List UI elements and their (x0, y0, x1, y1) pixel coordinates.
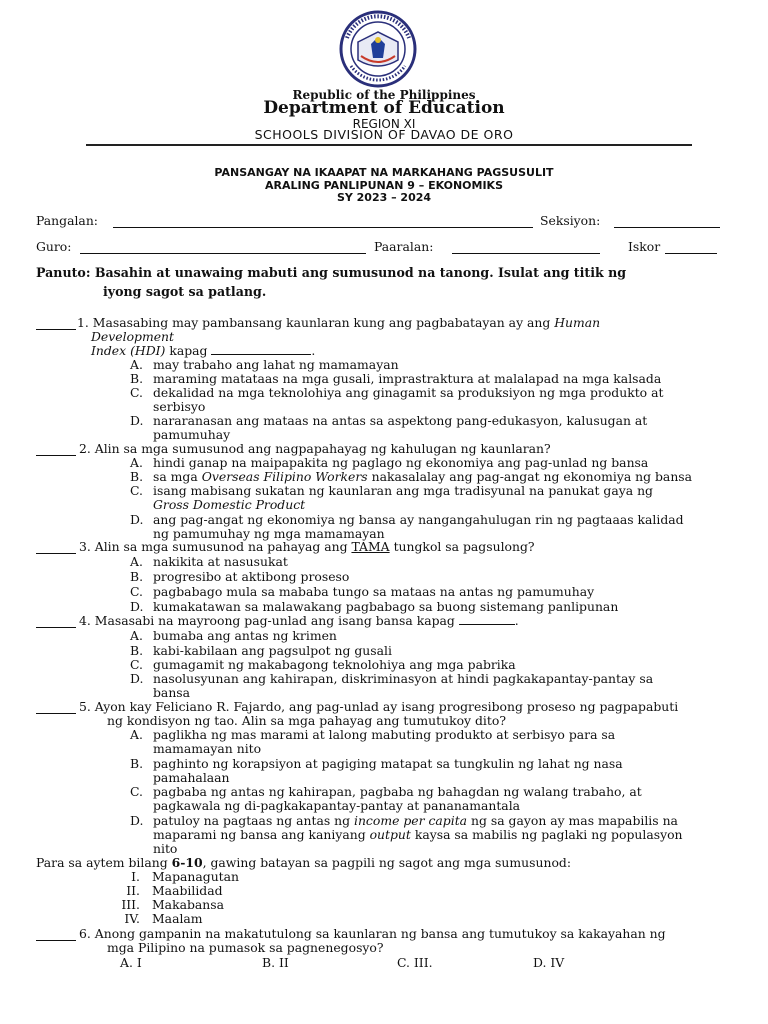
department-text: Department of Education (263, 98, 505, 118)
q5-option-d-line3: nito (153, 841, 178, 856)
instructions-line1: Panuto: Basahin at unawaing mabuti ang sumusunod na tanong. Isulat ang titik ng (36, 265, 627, 280)
q2-letter-a: A. (130, 455, 143, 470)
q1-option-c-line2: serbisyo (153, 399, 206, 414)
q1-option-d-line2: pamumuhay (153, 427, 231, 442)
q2-letter-c: C. (130, 483, 143, 498)
q5-option-b-line2: pamahalaan (153, 770, 230, 785)
q3-option-c: pagbabago mula sa mababa tungo sa mataas na antas ng pamumuhay (153, 584, 595, 599)
answer-blank-6[interactable] (36, 939, 76, 941)
division-text: SCHOOLS DIVISION OF DAVAO DE ORO (254, 127, 514, 142)
teacher-field[interactable] (80, 252, 366, 254)
q1-option-b: maraming matataas na mga gusali, imprastraktura at malalapad na mga kalsada (153, 371, 662, 386)
q6-option-d: D. IV (533, 955, 565, 970)
q5-letter-d: D. (130, 813, 144, 828)
q1-stem-line2: Development (91, 329, 174, 344)
section-label: Seksiyon: (540, 213, 601, 228)
q2-letter-b: B. (130, 469, 144, 484)
basis-item-1: Mapanagutan (152, 869, 240, 884)
q2-stem: 2. Alin sa mga sumusunod ang nagpapahayag ng kahulugan ng kaunlaran? (79, 441, 551, 456)
q1-option-d-line1: nararanasan ang mataas na antas sa aspektong pang-edukasyon, kalusugan at (153, 413, 648, 428)
section-field[interactable] (614, 226, 720, 228)
q4-option-d-line2: bansa (153, 685, 191, 700)
q2-option-a: hindi ganap na maipapakita ng paglago ng ekonomiya ang pag-unlad ng bansa (153, 455, 649, 470)
score-label: Iskor (628, 239, 661, 254)
q3-option-d: kumakatawan sa malawakang pagbabago sa buong sistemang panlipunan (153, 599, 619, 614)
header-divider (86, 144, 692, 146)
q3-letter-d: D. (130, 599, 144, 614)
q5-option-a-line1: paglikha ng mas marami at lalong mabuting produkto at serbisyo para sa (153, 727, 616, 742)
q1-letter-d: D. (130, 413, 144, 428)
q2-letter-d: D. (130, 512, 144, 527)
answer-blank-4[interactable] (36, 626, 76, 628)
school-field[interactable] (452, 252, 600, 254)
basis-numeral-3: III. (121, 897, 140, 912)
basis-item-4: Maalam (152, 911, 203, 926)
basis-item-2: Maabilidad (152, 883, 223, 898)
q5-option-b-line1: paghinto ng korapsiyon at pagiging matapat sa tungkulin ng lahat ng nasa (153, 756, 623, 771)
q1-option-c-line1: dekalidad na mga teknolohiya ang ginagamit sa produksiyon ng mga produkto at (153, 385, 664, 400)
q4-stem: 4. Masasabi na mayroong pag-unlad ang isang bansa kapag . (79, 613, 519, 628)
q4-option-b: kabi-kabilaan ang pagsulpot ng gusali (153, 643, 392, 658)
republic-text: Republic of the Philippines (292, 88, 476, 102)
q2-option-d-line2: ng pamumuhay ng mga mamamayan (153, 526, 385, 541)
region-text: REGION XI (352, 117, 416, 131)
q4-option-c: gumagamit ng makabagong teknolohiya ang mga pabrika (153, 657, 516, 672)
q3-stem: 3. Alin sa mga sumusunod na pahayag ang TAMA tungkol sa pagsulong? (79, 539, 535, 554)
q6-option-b: B. II (262, 955, 289, 970)
answer-blank-5[interactable] (36, 712, 76, 714)
q5-letter-c: C. (130, 784, 143, 799)
school-label: Paaralan: (374, 239, 434, 254)
basis-numeral-2: II. (126, 883, 140, 898)
q5-option-d-line2: maparami ng bansa ang kaniyang output kaysa sa mabilis ng paglaki ng populasyon (153, 827, 683, 842)
q3-option-b: progresibo at aktibong proseso (153, 569, 350, 584)
deped-seal-icon (333, 10, 423, 88)
exam-title: PANSANGAY NA IKAAPAT NA MARKAHANG PAGSUSULIT (214, 166, 554, 179)
q1-inline-blank (211, 353, 311, 355)
exam-school-year: SY 2023 – 2024 (336, 191, 432, 204)
q4-option-a: bumaba ang antas ng krimen (153, 628, 337, 643)
basis-item-3: Makabansa (152, 897, 225, 912)
q6-option-a: A. I (120, 955, 142, 970)
name-field[interactable] (113, 226, 533, 228)
q5-option-c-line1: pagbaba ng antas ng kahirapan, pagbaba ng bahagdan ng walang trabaho, at (153, 784, 642, 799)
q1-stem-line3: Index (HDI) kapag . (91, 343, 316, 358)
q4-letter-d: D. (130, 671, 144, 686)
answer-blank-2[interactable] (36, 454, 76, 456)
q6-stem-line1: 6. Anong gampanin na makatutulong sa kaunlaran ng bansa ang tumutukoy sa kakayahan ng (79, 926, 666, 941)
basis-numeral-1: I. (131, 869, 140, 884)
q4-letter-c: C. (130, 657, 143, 672)
q5-option-a-line2: mamamayan nito (153, 741, 262, 756)
q5-option-d-line1: patuloy na pagtaas ng antas ng income per capita ng sa gayon ay mas mapabilis na (153, 813, 678, 828)
q1-letter-a: A. (130, 357, 143, 372)
q5-letter-b: B. (130, 756, 144, 771)
q1-letter-b: B. (130, 371, 144, 386)
q3-letter-a: A. (130, 554, 143, 569)
q2-option-c-line1: isang mabisang sukatan ng kaunlaran ang mga tradisyunal na panukat gaya ng (153, 483, 653, 498)
q6-option-c: C. III. (397, 955, 433, 970)
q4-inline-blank (459, 623, 515, 625)
q3-option-a: nakikita at nasusukat (153, 554, 288, 569)
q2-option-b: sa mga Overseas Filipino Workers nakasalalay ang pag-angat ng ekonomiya ng bansa (153, 469, 693, 484)
q3-letter-b: B. (130, 569, 144, 584)
answer-blank-1[interactable] (36, 328, 76, 330)
q4-option-d-line1: nasolusyunan ang kahirapan, diskriminasyon at hindi pagkakapantay-pantay sa (153, 671, 654, 686)
q3-letter-c: C. (130, 584, 143, 599)
q2-option-c-line2: Gross Domestic Product (153, 497, 306, 512)
q6-stem-line2: mga Pilipino na pumasok sa pagnenegosyo? (107, 940, 384, 955)
answer-blank-3[interactable] (36, 552, 76, 554)
q2-option-d-line1: ang pag-angat ng ekonomiya ng bansa ay nangangahulugan rin ng pagtaaas kalidad (153, 512, 684, 527)
q1-letter-c: C. (130, 385, 143, 400)
instructions-label: Panuto: (36, 265, 91, 280)
q1-option-a: may trabaho ang lahat ng mamamayan (153, 357, 399, 372)
score-field[interactable] (665, 252, 717, 254)
name-label: Pangalan: (36, 213, 98, 228)
instructions-line2: iyong sagot sa patlang. (103, 284, 267, 299)
q5-stem-line2: ng kondisyon ng tao. Alin sa mga pahayag ang tumutukoy dito? (107, 713, 506, 728)
q4-letter-b: B. (130, 643, 144, 658)
q1-stem-line1: 1. Masasabing may pambansang kaunlaran kung ang pagbabatayan ay ang Human (77, 315, 601, 330)
q5-letter-a: A. (130, 727, 143, 742)
teacher-label: Guro: (36, 239, 72, 254)
exam-subject: ARALING PANLIPUNAN 9 – EKONOMIKS (264, 179, 504, 192)
basis-numeral-4: IV. (124, 911, 140, 926)
q5-option-c-line2: pagkawala ng di-pagkakapantay-pantay at pananamantala (153, 798, 521, 813)
q4-letter-a: A. (130, 628, 143, 643)
q5-stem-line1: 5. Ayon kay Feliciano R. Fajardo, ang pag-unlad ay isang progresibong proseso ng pagpapabuti (79, 699, 679, 714)
basis-instruction: Para sa aytem bilang 6-10, gawing batayan sa pagpili ng sagot ang mga sumusunod: (36, 855, 572, 870)
